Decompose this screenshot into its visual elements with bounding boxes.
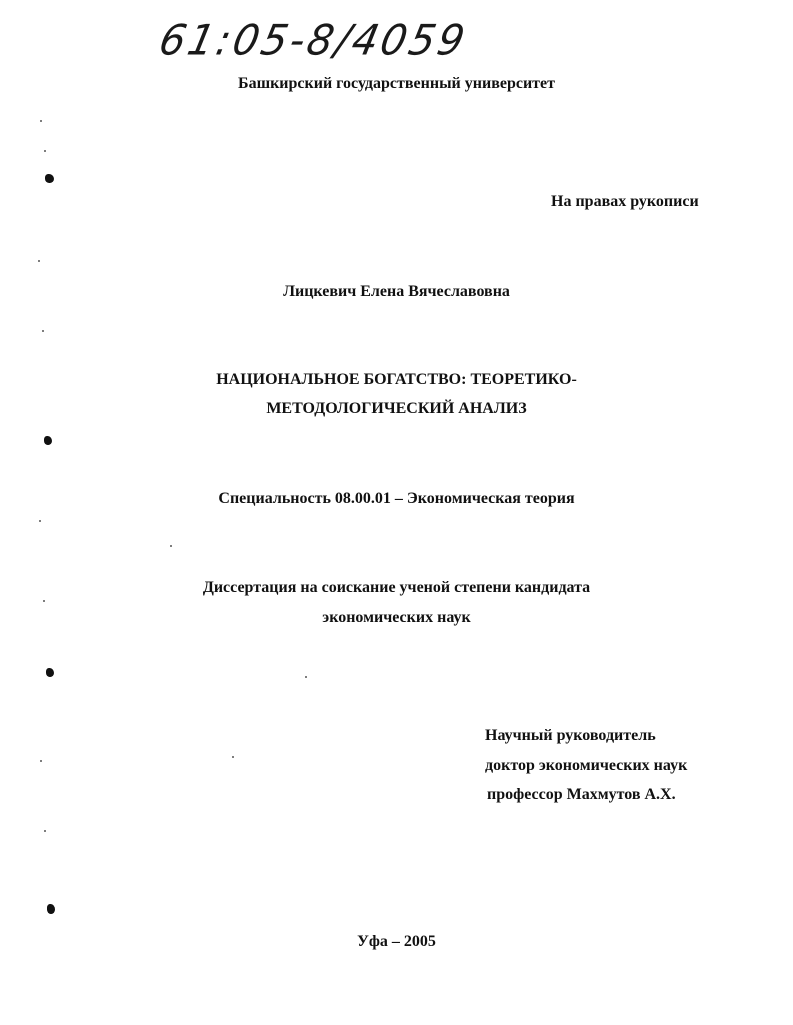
- manuscript-rights-note: На правах рукописи: [551, 193, 699, 210]
- author-name: Лицкевич Елена Вячеславовна: [283, 283, 510, 300]
- dissertation-line-1: Диссертация на соискание ученой степени кандидата: [202, 579, 591, 596]
- supervisor-degree: доктор экономических наук: [485, 757, 688, 774]
- scan-speck: [40, 760, 42, 762]
- scan-speck: [44, 150, 46, 152]
- scan-speck: [232, 756, 234, 758]
- scan-margin-artifacts: [0, 0, 80, 1025]
- binding-hole-mark: [45, 174, 54, 183]
- specialty-line: Специальность 08.00.01 – Экономическая теория: [218, 490, 575, 507]
- supervisor-title: Научный руководитель: [485, 727, 656, 744]
- dissertation-line-2: экономических наук: [322, 609, 471, 626]
- scan-speck: [43, 600, 45, 602]
- scan-speck: [39, 520, 41, 522]
- thesis-title-line-1: НАЦИОНАЛЬНОЕ БОГАТСТВО: ТЕОРЕТИКО-: [216, 371, 577, 388]
- handwritten-catalog-number: 61:05-8/4059: [154, 16, 472, 66]
- binding-hole-mark: [46, 668, 54, 677]
- university-name: Башкирский государственный университет: [238, 75, 555, 92]
- scan-speck: [305, 676, 307, 678]
- scan-speck: [38, 260, 40, 262]
- supervisor-name: профессор Махмутов А.Х.: [487, 786, 676, 803]
- scan-speck: [44, 830, 46, 832]
- scan-speck: [40, 120, 42, 122]
- binding-hole-mark: [47, 904, 55, 914]
- scan-speck: [42, 330, 44, 332]
- city-year: Уфа – 2005: [357, 933, 436, 950]
- thesis-title-line-2: МЕТОДОЛОГИЧЕСКИЙ АНАЛИЗ: [266, 400, 527, 417]
- binding-hole-mark: [44, 436, 52, 445]
- scan-speck: [170, 545, 172, 547]
